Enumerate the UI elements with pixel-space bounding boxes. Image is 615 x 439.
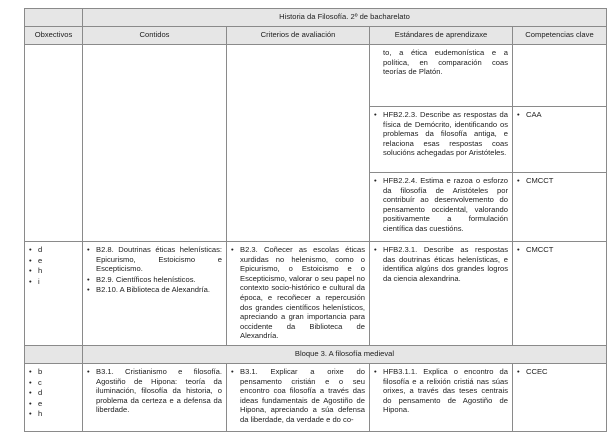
curriculum-table [24,8,607,432]
standards-cell [370,242,513,346]
list-item: • h [29,266,43,276]
criteria-cell [227,363,370,431]
list-item: • HFB2.2.4. Estima e razoa o esforzo da filosofía de Aristóteles por contribuír ao desenvolvemento do pensamento occidental, valorando positivamente a formulación científica das cuestións. [374,176,508,233]
competences-cell [513,242,607,346]
list-item: • HFB3.1.1. Explica o encontro da filosofía e a relixión cristiá nas súas orixes, a través das teses centrais do pensamento de Agostiño de Hipona. [374,366,508,415]
table-row [25,242,607,346]
list-item: • h [29,409,43,419]
list-item: • B2.3. Coñecer as escolas éticas xurdidas no helenismo, como o Epicurismo, o Estoicismo e o Escepticismo, valorar o seu papel no contexto socio-histórico e cultural da época, e recoñecer a repercusión dos grandes científicos helenísticos, apreciando a gran importancia para occidente da Biblioteca de Alexandría. [231,245,365,341]
section-band-title: Bloque 3. A filosofía medieval [83,345,607,363]
criteria-cell [227,45,370,242]
standards-cell [370,173,513,242]
col-header-objectives: Obxectivos [25,27,83,45]
list-item: • B2.10. A Biblioteca de Alexandría. [87,285,210,295]
col-header-criteria: Criterios de avaliación [227,27,370,45]
list-item: • d [29,245,43,254]
list-item: • B3.1. Cristianismo e filosofía. Agostiño de Hipona: teoría da iluminación, filosofía da historia, o problema da certeza e a defensa da liberdade. [87,366,222,415]
table-title: Historia da Filosofía. 2º de bacharelato [83,9,607,27]
list-item: • CMCCT [517,176,554,185]
list-item: • b [29,366,43,376]
competences-cell [513,107,607,173]
standards-cell [370,107,513,173]
col-header-contents: Contidos [83,27,227,45]
objectives-cell [25,45,83,242]
band-left-cell [25,345,83,363]
list-item: • c [29,377,42,387]
standards-cell [370,45,513,107]
list-item: • CCEC [517,366,548,376]
col-header-competences: Competencias clave [513,27,607,45]
list-item: • B2.9. Científicos helenísticos. [87,274,196,284]
list-item: • e [29,398,43,408]
list-item: • CAA [517,110,542,119]
competences-cell [513,45,607,107]
list-item: • B2.8. Doutrinas éticas helenísticas: Epicurismo, Estoicismo e Escepticismo. [87,245,222,274]
competences-cell [513,173,607,242]
contents-cell [83,242,227,346]
list-item: • B3.1. Explicar a orixe do pensamento cristián e o seu encontro coa filosofía a través das ideas fundamentais de Agostiño de Hipona, apreciando a súa defensa da liberdade, da verdade e do co- [231,366,365,424]
contents-cell [83,363,227,431]
list-item: • CMCCT [517,245,554,254]
list-item: • HFB2.2.3. Describe as respostas da física de Demócrito, identificando os problemas da filosofía antiga, e relaciona esas respostas coas solucións achegadas por Aristóteles. [374,110,508,158]
col-header-standards: Estándares de aprendizaxe [370,27,513,45]
list-item: • HFB2.3.1. Describe as respostas das doutrinas éticas helenísticas, e identifica algúns dos grandes logros da ciencia alexandrina. [374,245,508,283]
table-row [25,363,607,431]
objectives-cell [25,242,83,346]
corner-cell [25,9,83,27]
list-item: • i [29,276,40,286]
list-item: • d [29,388,43,398]
criteria-cell [227,242,370,346]
competences-cell [513,363,607,431]
contents-cell [83,45,227,242]
list-item: • e [29,255,43,265]
standards-cell [370,363,513,431]
objectives-cell [25,363,83,431]
table-row [25,45,607,107]
list-item: to, a ética eudemonística e a política, en comparación coas teorías de Platón. [383,48,508,77]
